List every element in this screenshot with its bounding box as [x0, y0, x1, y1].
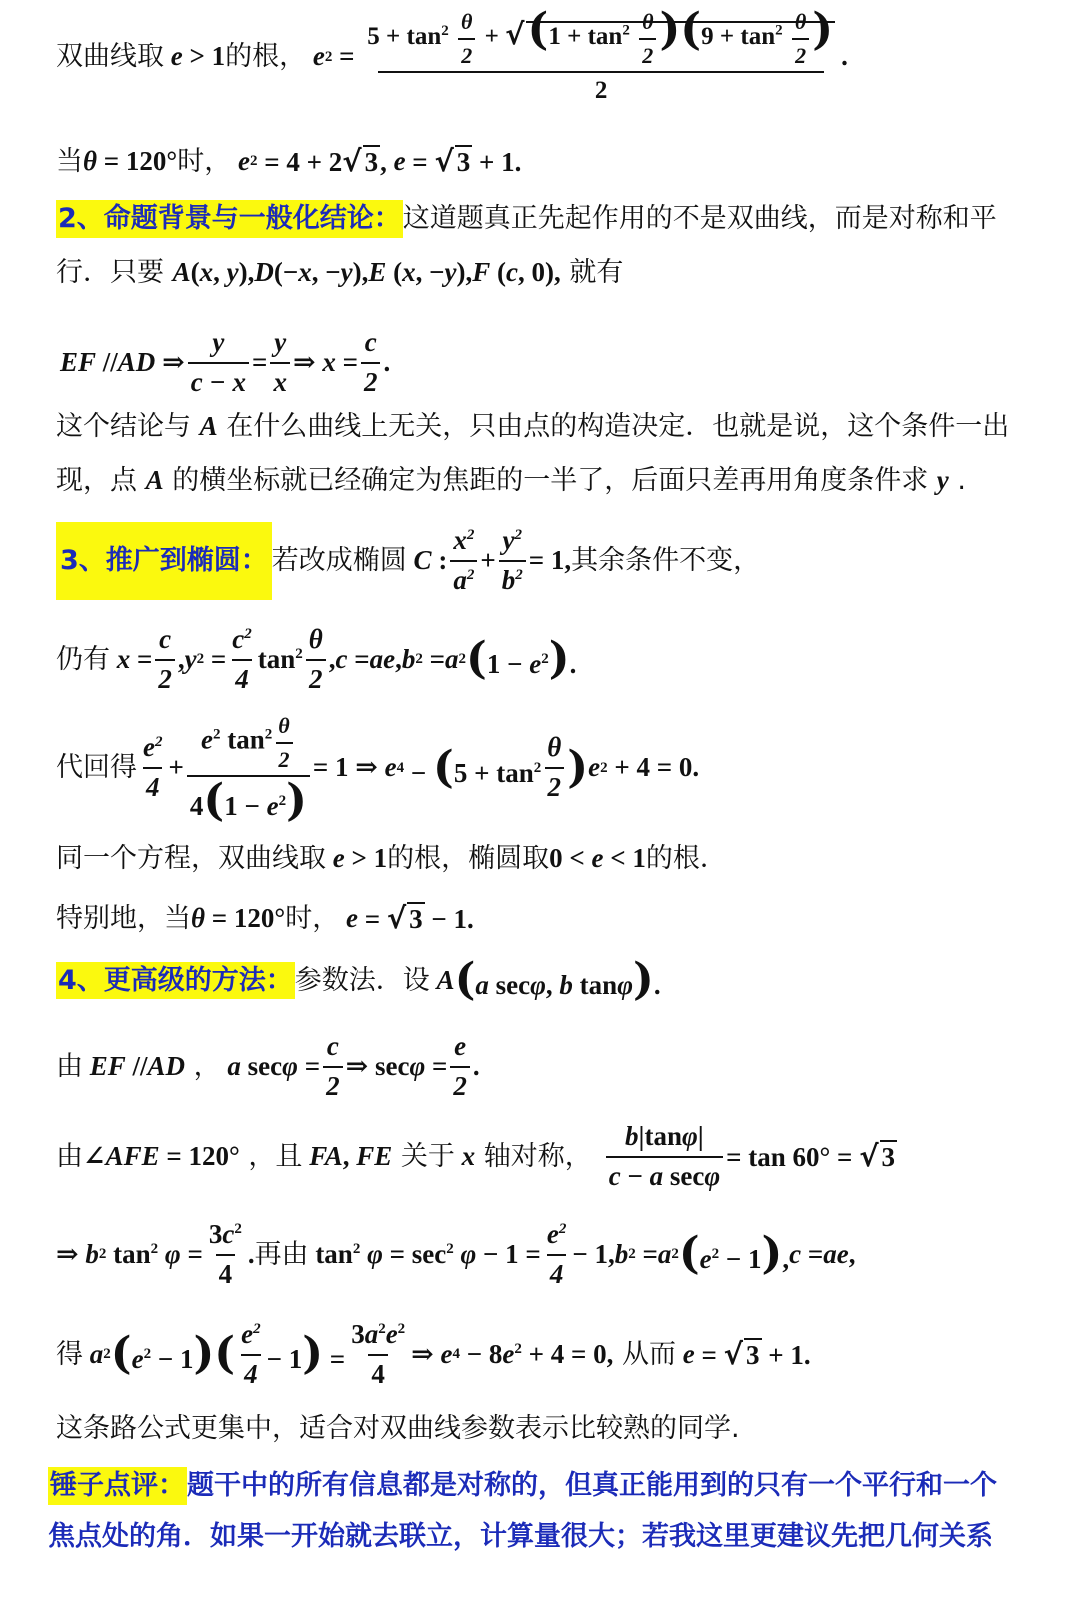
- line-same-equation: 同一个方程，双曲线取 e > 1 的根，椭圆取 0 < e < 1 的根．: [56, 843, 727, 874]
- line-angle-condition: 由 ∠ AFE = 120° ，且 FA , FE 关于 x 轴对称， $\frac{b|\tan\varphi|}{\text{c − a secφ}}$ = tan 60° = √ 3: [56, 1120, 897, 1194]
- line-points-definition: 行．只要 A (x, y), D (−x, −y), E (x, −y), F (c, 0), 就有: [56, 257, 624, 288]
- line-substitution-equation: 代回得 $\frac{e^2}{4}$ + $e^2$ $\tan^2$ $\frac{\theta}{2}$ $4(1 - e^2)$ = 1 ⇒ e 4 − ($5 + \tan^2$ $\frac{\theta}{2}$ ) e 2 + 4 = 0.: [56, 713, 700, 826]
- section-3-title: 3、推广到椭圆：: [56, 522, 272, 600]
- line-ellipse-relations: 仍有 x = $\frac{c}{2}$ , y 2 = $\frac{c^2}{4}$ $\tan^2$ $\frac{\theta}{2}$ , c = ae , b 2 = a 2 $(1 - e^2)$.: [56, 623, 576, 697]
- line-conclusion-2: 现，点 A 的横坐标就已经确定为焦距的一半了，后面只差再用角度条件求 y .: [56, 465, 966, 496]
- line-theta-120-ellipse: 特别地，当 θ = 120° 时， e = √ 3 − 1.: [56, 901, 474, 935]
- review-heading-line: 锤子点评： 题干中的所有信息都是对称的，但真正能用到的只有一个平行和一个: [48, 1467, 997, 1505]
- review-body-line: 焦点处的角．如果一开始就去联立，计算量很大；若我这里更建议先把几何关系: [48, 1521, 993, 1552]
- section-2-title: 2、命题背景与一般化结论：: [56, 200, 403, 238]
- line-parallel-derivation: EF // AD ⇒ $\frac{y}{c - x}$ = $\frac{y}{x}$ ⇒ x = $\frac{c}{2}$ .: [60, 326, 390, 400]
- section-3-heading-line: 3、推广到椭圆： 若改成椭圆 C : $\frac{x^2}{a^2}$ + $\frac{y^2}{b^2}$ = 1, 其余条件不变，: [56, 522, 760, 600]
- line-method-comment: 这条路公式更集中，适合对双曲线参数表示比较熟的同学.: [56, 1413, 740, 1444]
- review-title: 锤子点评：: [48, 1467, 187, 1505]
- line-conclusion-1: 这个结论与 A 在什么曲线上无关，只由点的构造决定．也就是说，这个条件一出: [56, 411, 1010, 442]
- section-4-title: 4、更高级的方法：: [56, 962, 295, 1000]
- section-2-heading-line: 2、命题背景与一般化结论： 这道题真正先起作用的不是双曲线，而是对称和平: [56, 200, 997, 238]
- section-4-heading-line: 4、更高级的方法： 参数法．设 A (a secφ, b tanφ).: [58, 954, 661, 1005]
- line-hyperbola-root: 双曲线取 e > 1 的根， e 2 = $5 + \tan^2$ $\frac{\theta}{2}$ + $√(1 + \tan^2$ $\frac{\theta}{2}$ )($9 + \tan^2$ $\frac{\theta}{2}$ ) 2 .: [56, 8, 848, 106]
- line-tan-squared: ⇒ b 2 $\tan^2$ φ = $\frac{3c^2}{4}$ . 再由 $\tan^2$ φ = $\sec^2$ φ − 1 = $\frac{e^2}{4}$ − 1, b 2 = a 2 $(e^2 - 1)$, c = ae ,: [56, 1218, 855, 1292]
- line-sec-phi: 由 EF // AD ， a sec φ = $\frac{c}{2}$ ⇒ sec φ = $\frac{e}{2}$ .: [56, 1030, 480, 1104]
- line-theta-120-hyperbola: 当 θ = 120° 时， e 2 = 4 + 2√ 3, e = √ 3 + 1.: [56, 144, 522, 178]
- line-final-equation: 得 a 2 $(e^2 - 1)$( $\frac{e^2}{4}$ − 1) = $\frac{3a^2e^2}{4}$ ⇒ e 4 − $8e^2 + 4 = 0$, 从而 e = √ 3 + 1.: [56, 1318, 811, 1392]
